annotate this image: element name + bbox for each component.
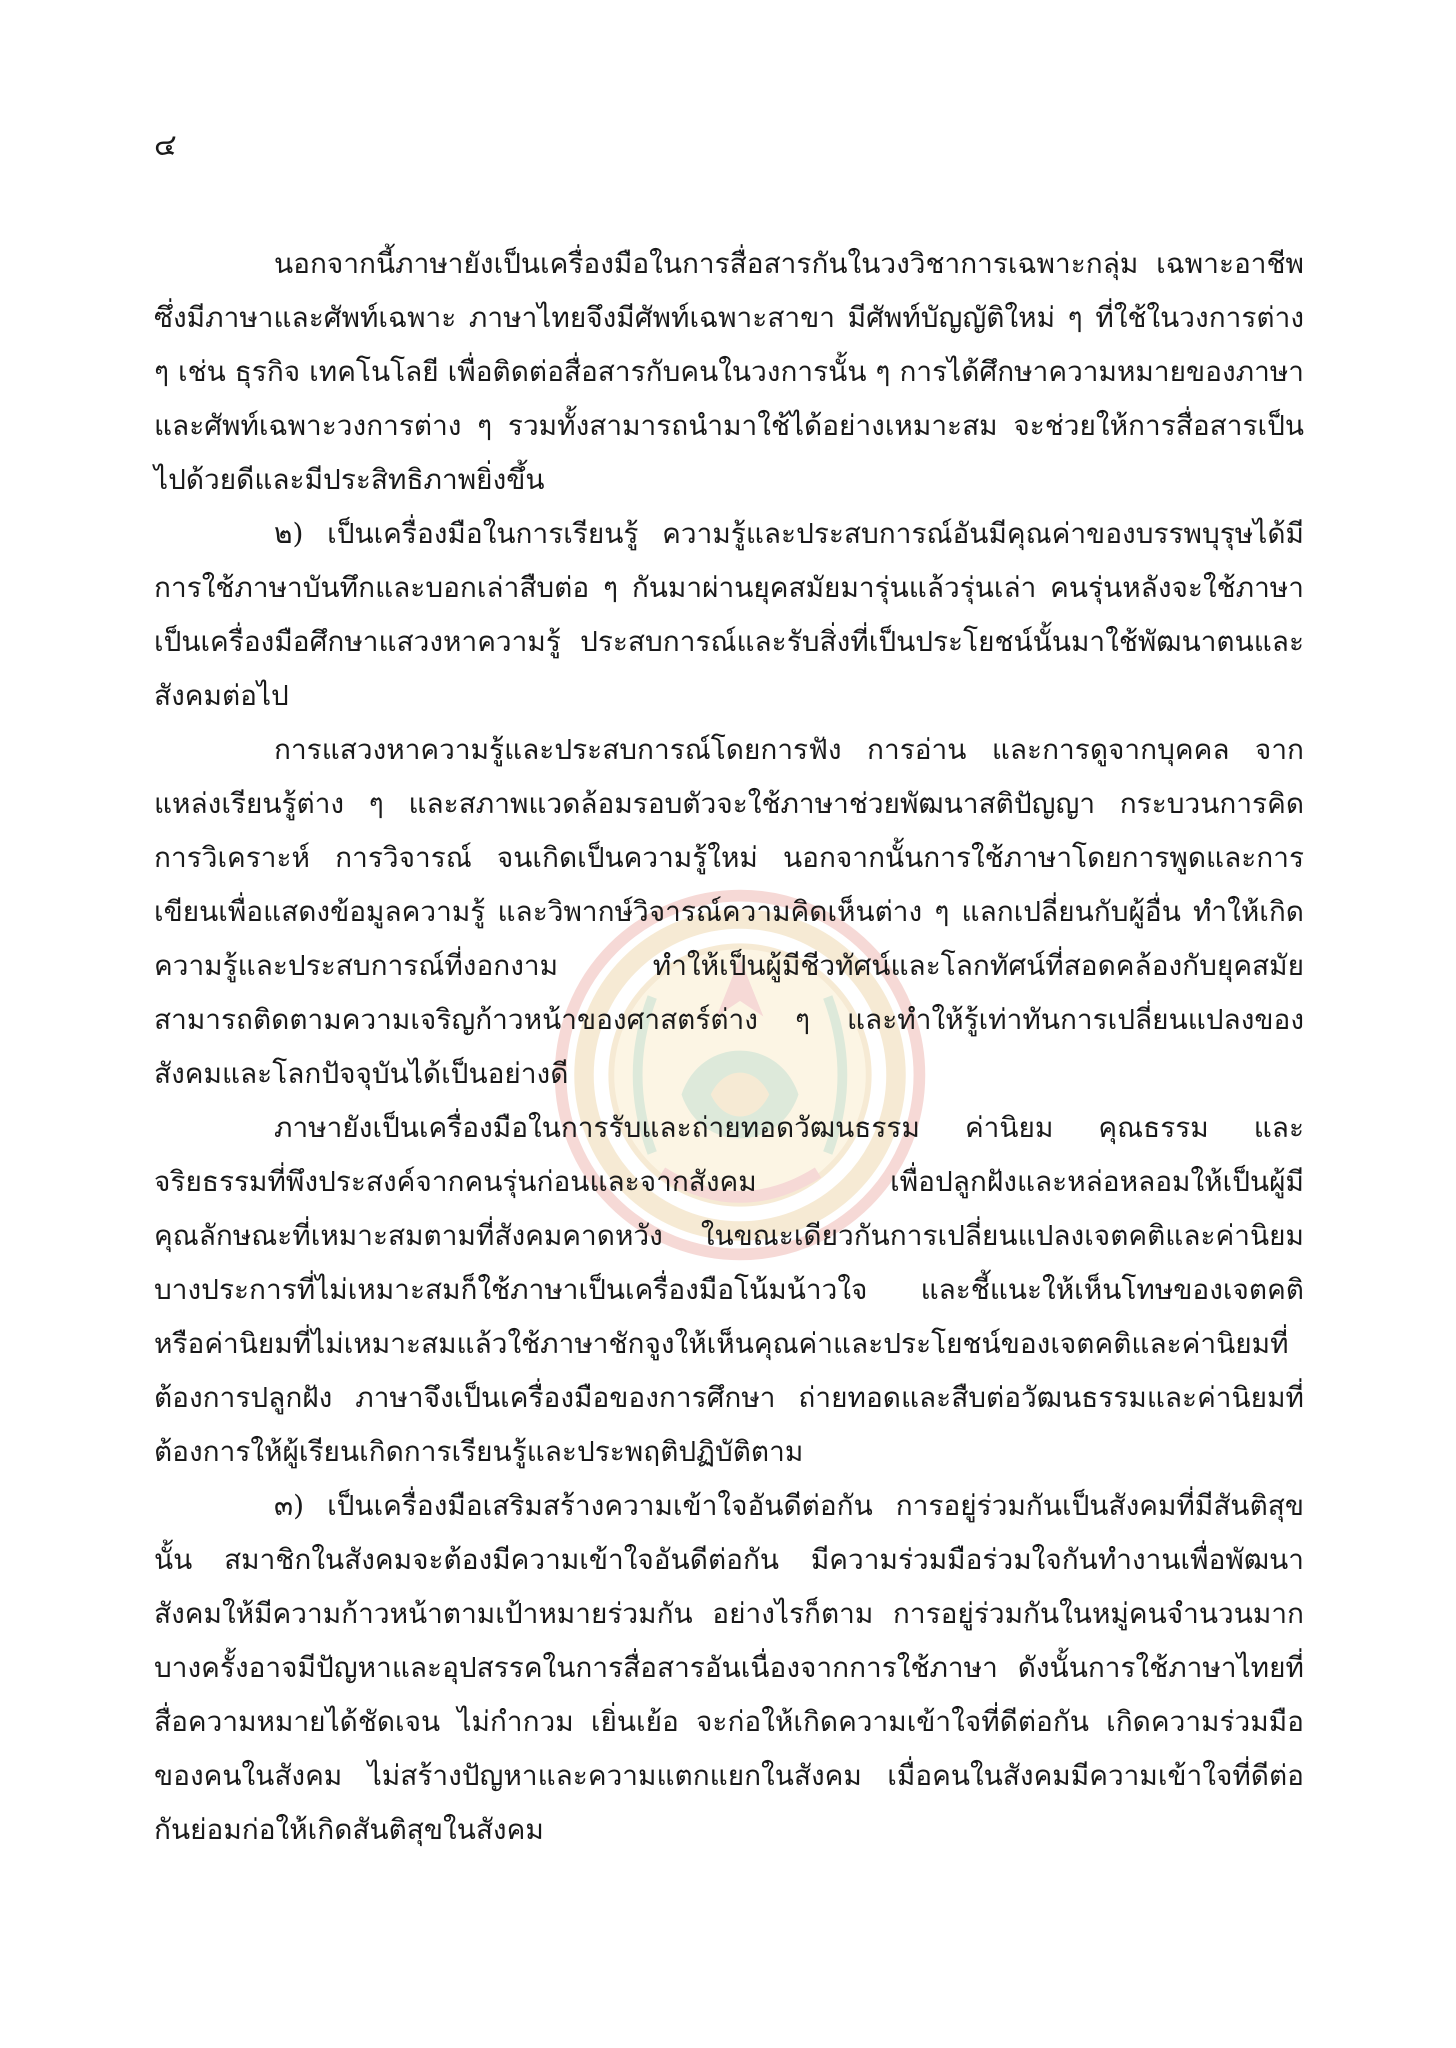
paragraph-culture-transmission: ภาษายังเป็นเครื่องมือในการรับและถ่ายทอดวัฒนธรรม ค่านิยม คุณธรรม และจริยธรรมที่พึงประสงค์จากคนรุ่นก่อนและจากสังคม เพื่อปลูกฝังและหล่อหลอมให้เป็นผู้มีคุณลักษณะที่เหมาะสมตามที่สังคมคาดหวัง ในขณะเดียวกันการเปลี่ยนแปลงเจตคติและค่านิยมบางประการที่ไม่เหมาะสมก็ใช้ภาษาเป็นเครื่องมือโน้มน้าวใจ และชี้แนะให้เห็นโทษของเจตคติหรือค่านิยมที่ไม่เหมาะสมแล้วใช้ภาษาชักจูงให้เห็นคุณค่าและประโยชน์ของเจตคติและค่านิยมที่ต้องการปลูกฝัง ภาษาจึงเป็นเครื่องมือของการศึกษา ถ่ายทอดและสืบต่อวัฒนธรรมและค่านิยมที่ต้องการให้ผู้เรียนเกิดการเรียนรู้และประพฤติปฏิบัติตาม <box>154 1111 1304 1468</box>
paragraph-seeking-knowledge: การแสวงหาความรู้และประสบการณ์โดยการฟัง การอ่าน และการดูจากบุคคล จากแหล่งเรียนรู้ต่าง ๆ และสภาพแวดล้อมรอบตัวจะใช้ภาษาช่วยพัฒนาสติปัญญา กระบวนการคิด การวิเคราะห์ การวิจารณ์ จนเกิดเป็นความรู้ใหม่ นอกจากนั้นการใช้ภาษาโดยการพูดและการเขียนเพื่อแสดงข้อมูลความรู้ และวิพากษ์วิจารณ์ความคิดเห็นต่าง ๆ แลกเปลี่ยนกับผู้อื่น ทำให้เกิดความรู้และประสบการณ์ที่งอกงาม ทำให้เป็นผู้มีชีวทัศน์และโลกทัศน์ที่สอดคล้องกับยุคสมัย สามารถติดตามความเจริญก้าวหน้าของศาสตร์ต่าง ๆ และทำให้รู้เท่าทันการเปลี่ยนแปลงของสังคมและโลกปัจจุบันได้เป็นอย่างดี <box>154 733 1304 1090</box>
paragraph-mutual-understanding: ๓) เป็นเครื่องมือเสริมสร้างความเข้าใจอันดีต่อกัน การอยู่ร่วมกันเป็นสังคมที่มีสันติสุขนั้น สมาชิกในสังคมจะต้องมีความเข้าใจอันดีต่อกัน มีความร่วมมือร่วมใจกันทำงานเพื่อพัฒนาสังคมให้มีความก้าวหน้าตามเป้าหมายร่วมกัน อย่างไรก็ตาม การอยู่ร่วมกันในหมู่คนจำนวนมากบางครั้งอาจมีปัญหาและอุปสรรคในการสื่อสารอันเนื่องจากการใช้ภาษา ดังนั้นการใช้ภาษาไทยที่สื่อความหมายได้ชัดเจน ไม่กำกวม เยิ่นเย้อ จะก่อให้เกิดความเข้าใจที่ดีต่อกัน เกิดความร่วมมือของคนในสังคม ไม่สร้างปัญหาและความแตกแยกในสังคม เมื่อคนในสังคมมีความเข้าใจที่ดีต่อกันย่อมก่อให้เกิดสันติสุขในสังคม <box>154 1489 1304 1846</box>
page-number: ๔ <box>154 128 177 163</box>
body-text <box>154 237 1304 1857</box>
paragraph-learning-tool: ๒) เป็นเครื่องมือในการเรียนรู้ ความรู้และประสบการณ์อันมีคุณค่าของบรรพบุรุษได้มีการใช้ภาษาบันทึกและบอกเล่าสืบต่อ ๆ กันมาผ่านยุคสมัยมารุ่นแล้วรุ่นเล่า คนรุ่นหลังจะใช้ภาษาเป็นเครื่องมือศึกษาแสวงหาความรู้ ประสบการณ์และรับสิ่งที่เป็นประโยชน์นั้นมาใช้พัฒนาตนและสังคมต่อไป <box>154 517 1304 712</box>
paragraph-specialized-language: นอกจากนี้ภาษายังเป็นเครื่องมือในการสื่อสารกันในวงวิชาการเฉพาะกลุ่ม เฉพาะอาชีพ ซึ่งมีภาษาและศัพท์เฉพาะ ภาษาไทยจึงมีศัพท์เฉพาะสาขา มีศัพท์บัญญัติใหม่ ๆ ที่ใช้ในวงการต่าง ๆ เช่น ธุรกิจ เทคโนโลยี เพื่อติดต่อสื่อสารกับคนในวงการนั้น ๆ การได้ศึกษาความหมายของภาษาและศัพท์เฉพาะวงการต่าง ๆ รวมทั้งสามารถนำมาใช้ได้อย่างเหมาะสม จะช่วยให้การสื่อสารเป็นไปด้วยดีและมีประสิทธิภาพยิ่งขึ้น <box>154 247 1304 496</box>
